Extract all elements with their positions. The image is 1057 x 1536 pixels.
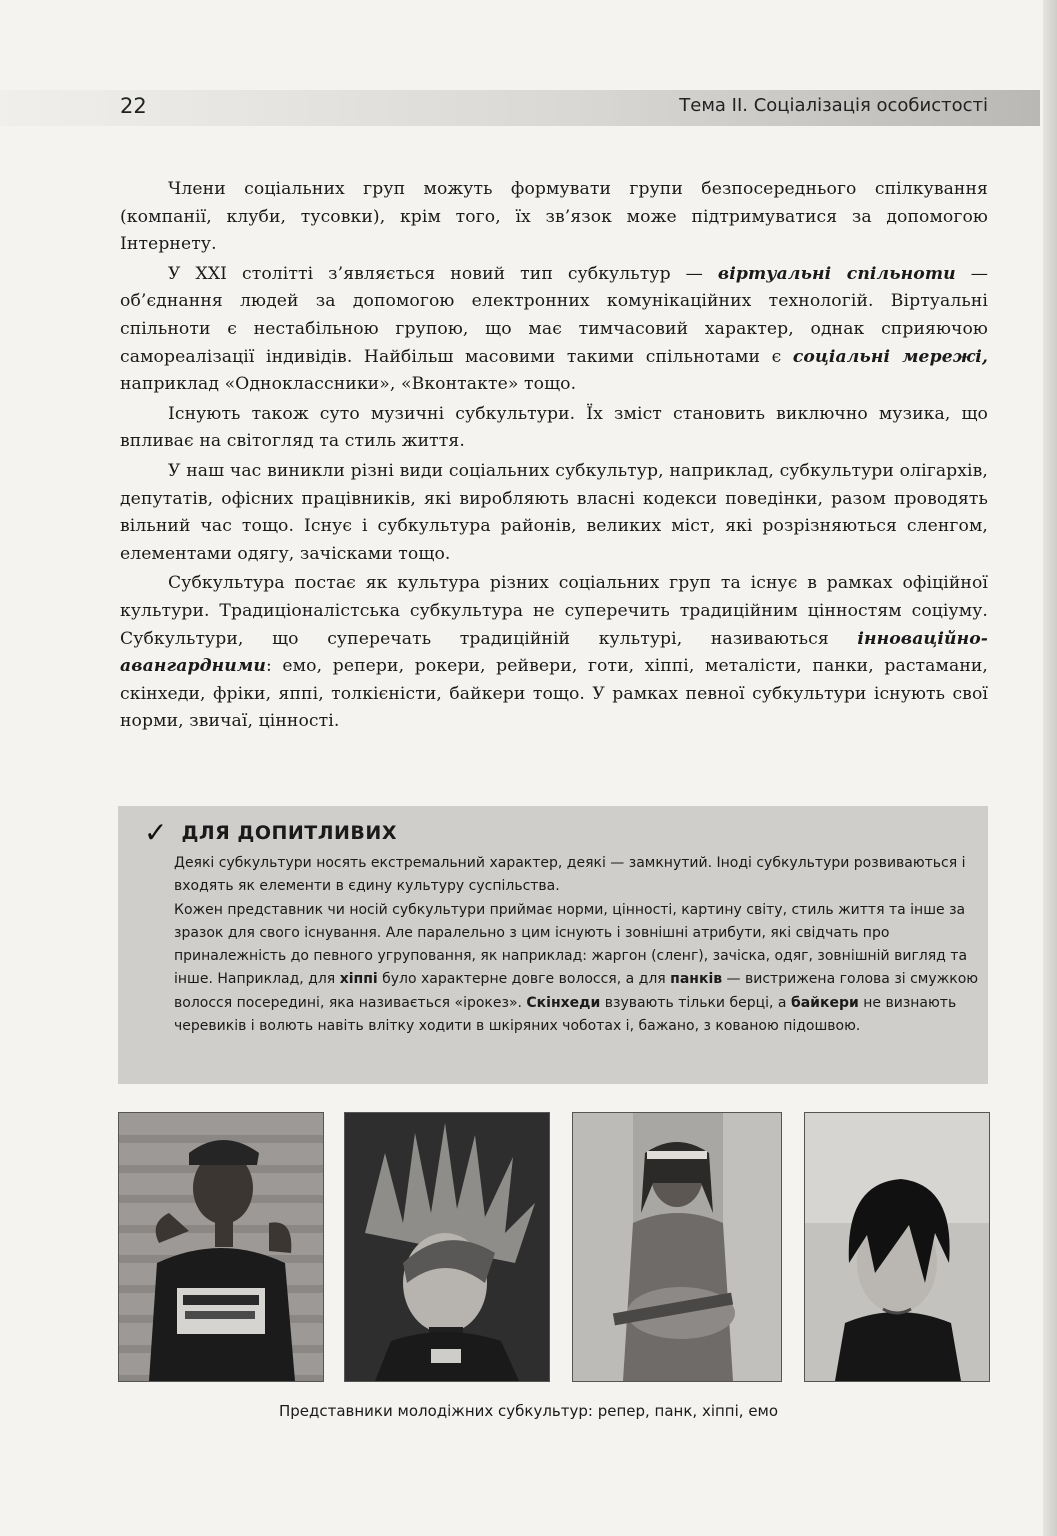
- term-social-networks: соціальні мережі,: [792, 346, 988, 367]
- paragraph-1: Члени соціальних груп можуть формувати групи безпосереднього спілкування (компанії, клуби, тусовки), крім того, їх зв’язок може підтримуватися за допомогою Інтернету.: [120, 179, 988, 255]
- info-paragraph-1: Деякі субкультури носять екстремальний характер, деякі — замкнутий. Іноді субкультури розвиваються і входять як елементи в єдину культуру суспільства.: [174, 855, 966, 895]
- check-icon: ✓: [144, 816, 168, 849]
- paragraph-2: У XXI столітті з’являється новий тип субкультур — віртуальні спільноти — об’єднання людей за допомогою електронних комунікаційних технологій. Віртуальні спільноти є нестабільною групою, що має тимчасовий характер, однак сприяючою самореалізації індивідів. Найбільш масовими такими спільнотами є соціальні мережі, наприклад «Одноклассники», «Вконтакте» тощо.: [120, 263, 989, 395]
- figure-caption: Представники молодіжних субкультур: репер, панк, хіппі, емо: [278, 1402, 779, 1420]
- term-virtual-communities: віртуальні спільноти: [717, 263, 956, 284]
- photo-emo: [804, 1112, 990, 1382]
- section-title: Тема II. Соціалізація особистості: [679, 95, 988, 116]
- photo-punk: [344, 1112, 550, 1382]
- info-box-heading: [144, 816, 397, 849]
- paragraph-3: Існують також суто музичні субкультури. Їх зміст становить виключно музика, що впливає на світогляд та стиль життя.: [120, 403, 988, 452]
- photo-hippie: [572, 1112, 782, 1382]
- page-number: 22: [120, 94, 147, 118]
- info-paragraph-2: Кожен представник чи носій субкультури приймає норми, цінності, картину світу, стиль життя та інше за зразок для свого існування. Але паралельно з цим існують і зовнішні атрибути, які свідчать про приналежність до певного угруповання, як наприклад: жаргон (сленг), зачіска, одяг, зовнішній вигляд та інше. Наприклад, для хіппі було характерне довге волосся, а для панків — вистрижена голова зі смужкою волосся посередині, яка називається «ірокез». Скінхеди взувають тільки берці, а байкери не визнають черевиків і волють навіть влітку ходити в шкіряних чоботах і, бажано, з кованою підошвою.: [174, 901, 979, 1035]
- paragraph-5: Субкультура постає як культура різних соціальних груп та існує в рамках офіційної культури. Традиціоналістська субкультура не суперечить традиційним цінностям соціуму. Субкультури, що суперечать традиційній культурі, називаються інноваційно-авангардними: емо, репери, рокери, рейвери, готи, хіппі, металісти, панки, растамани, скінхеди, фріки, яппі, толкієністи, байкери тощо. У рамках певної субкультури існують свої норми, звичаї, цінності.: [120, 573, 988, 732]
- info-box: [118, 806, 988, 1084]
- photo-rapper: [118, 1112, 324, 1382]
- paragraph-4: У наш час виникли різні види соціальних субкультур, наприклад, субкультури олігархів, депутатів, офісних працівників, які виробляють власні кодекси поведінки, разом проводять вільний час тощо. Існує і субкультура районів, великих міст, які розрізняються сленгом, елементами одягу, зачісками тощо.: [120, 460, 988, 564]
- info-box-title: ДЛЯ ДОПИТЛИВИХ: [181, 821, 397, 844]
- page-edge: [1043, 0, 1057, 1536]
- running-header: [0, 90, 1040, 126]
- term-innovative-avantgarde: інноваційно-авангардними: [120, 628, 988, 677]
- info-box-body: [174, 852, 982, 1038]
- main-text: [120, 176, 988, 738]
